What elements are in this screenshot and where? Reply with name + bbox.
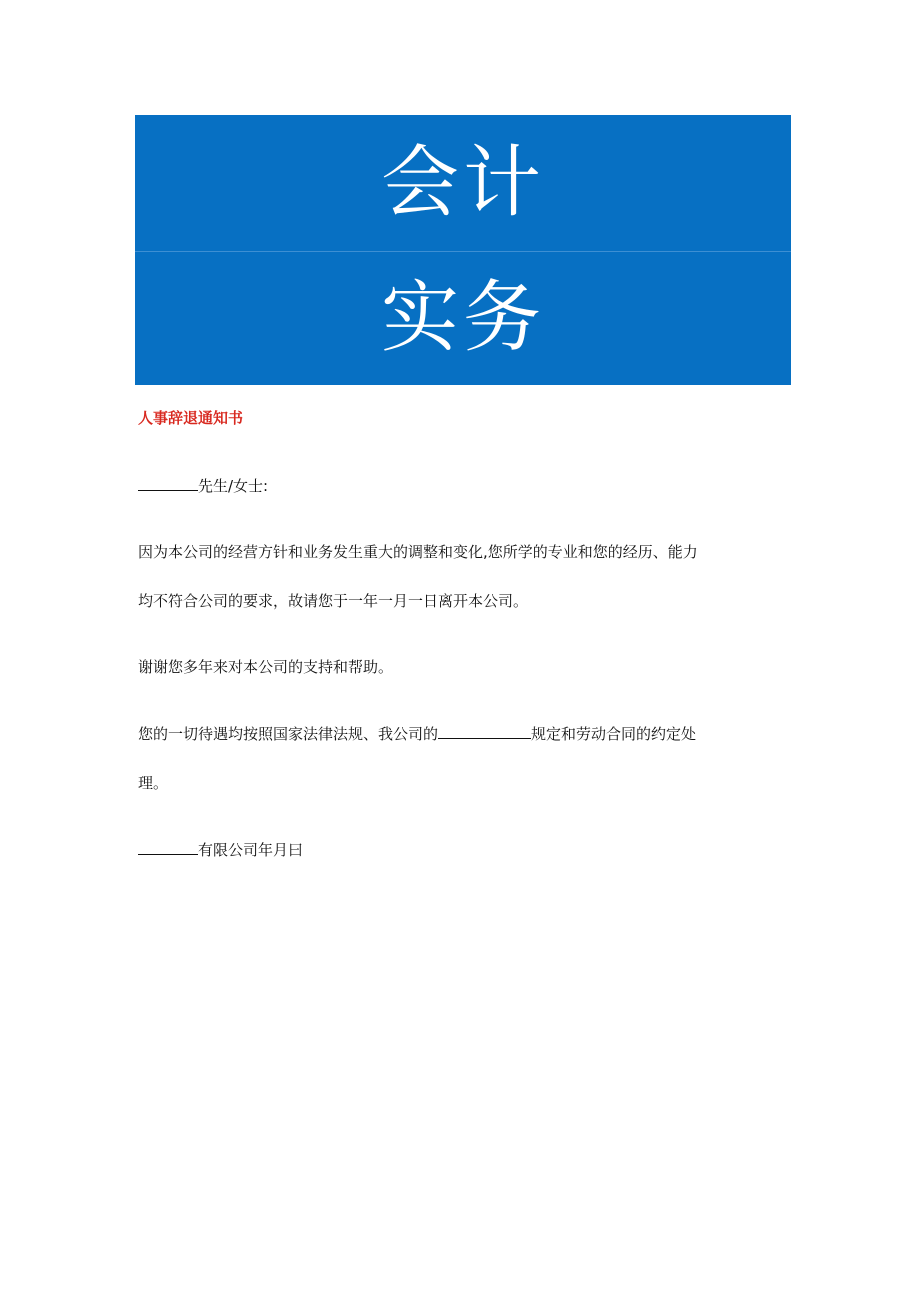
company-blank (138, 840, 198, 855)
salutation-text: 先生/女士: (198, 477, 269, 495)
banner-title-line1: 会计 (380, 137, 545, 228)
name-blank (138, 476, 198, 491)
salutation-line (138, 475, 268, 497)
paragraph1-line2: 均不符合公司的要求，故请您于一年一月一日离开本公司。 (138, 592, 529, 610)
paragraph2: 谢谢您多年来对本公司的支持和帮助。 (138, 658, 394, 676)
signature-line (138, 839, 303, 861)
paragraph3-part2: 规定和劳动合同的约定处 (531, 725, 697, 743)
regulation-blank (438, 724, 531, 739)
banner-title-line2: 实务 (380, 272, 545, 363)
paragraph3-part1: 您的一切待遇均按照国家法律法规、我公司的 (138, 725, 439, 743)
paragraph1-line1: 因为本公司的经营方针和业务发生重大的调整和变化,您所学的专业和您的经历、能力 (138, 543, 698, 561)
signature-text: 有限公司年月曰 (198, 841, 304, 859)
header-banner (135, 115, 791, 385)
paragraph3-line1 (138, 723, 696, 745)
paragraph3-line2: 理。 (138, 774, 169, 792)
document-title: 人事辞退通知书 (138, 409, 244, 427)
